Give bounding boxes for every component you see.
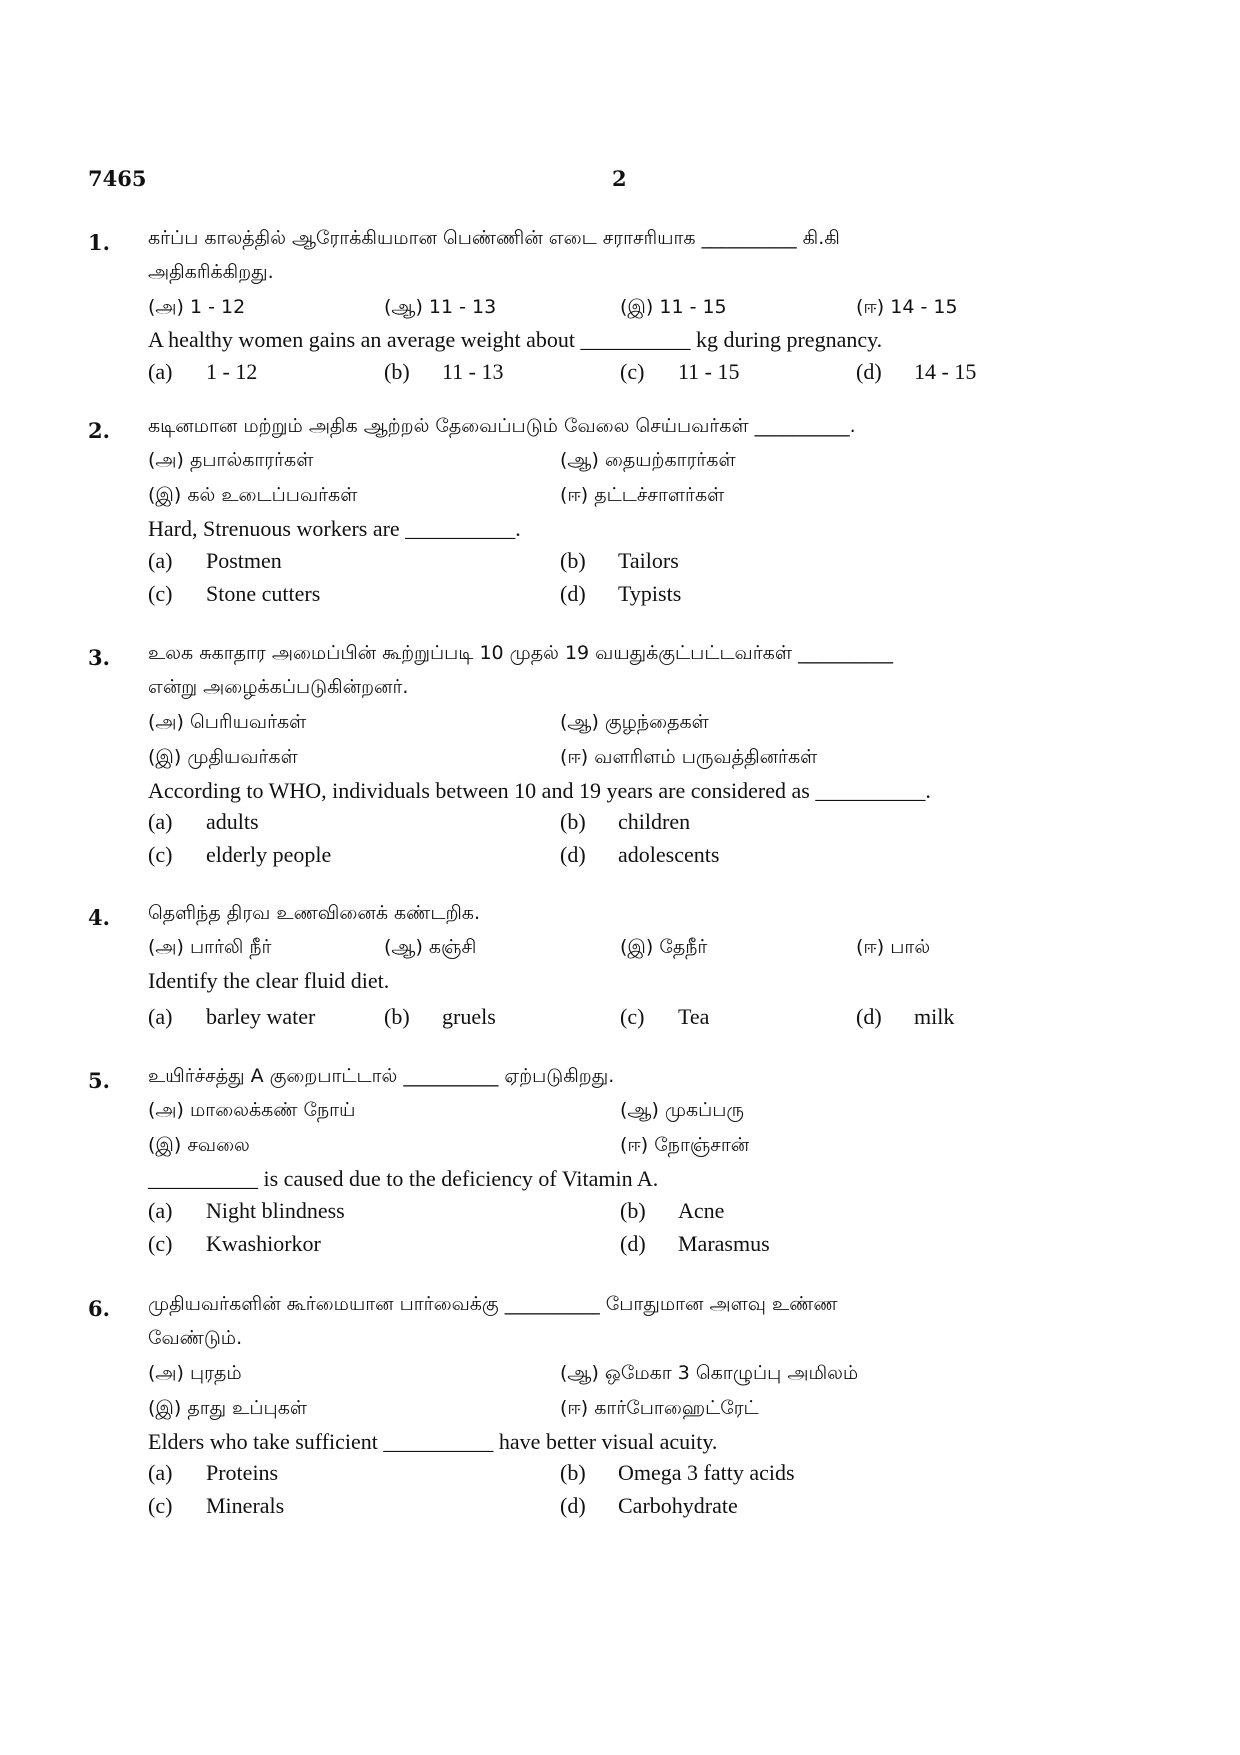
option-label: (ஈ) [620,1134,649,1156]
option-tamil-3 [148,1393,307,1423]
paper-code: 7465 [88,166,147,191]
option-label: (அ) [148,1099,184,1121]
question-english: Elders who take sufficient __________ have better visual acuity. [148,1429,718,1454]
option-text: barley water [206,1004,316,1029]
option-english-a [148,1002,315,1032]
question-number: 3. [88,645,110,670]
option-label: (d) [620,1231,646,1256]
option-english-d [560,1491,738,1521]
option-text: children [618,809,691,834]
option-tamil-4 [560,480,724,510]
option-label: (இ) [148,1134,182,1156]
option-text: Kwashiorkor [206,1231,321,1256]
option-text: Omega 3 fatty acids [618,1460,795,1485]
option-text: தாது உப்புகள் [187,1397,307,1419]
option-label: (c) [148,1493,173,1518]
option-label: (ஈ) [856,296,885,318]
question-tamil-line-2: என்று அழைக்கப்படுகின்றனர். [148,676,409,698]
option-text: முதியவர்கள் [187,746,298,768]
option-english-c [148,579,320,609]
question-number: 1. [88,230,110,255]
option-tamil-2 [560,445,736,475]
option-label: (இ) [148,1397,182,1419]
option-label: (d) [856,1004,882,1029]
option-text: Minerals [206,1493,285,1518]
page-number: 2 [612,166,627,191]
option-tamil-3 [148,480,357,510]
option-tamil-4 [856,932,930,962]
option-text: முகப்பரு [664,1099,745,1121]
option-label: (ஈ) [856,936,885,958]
option-label: (அ) [148,1362,184,1384]
option-text: ஒமேகா 3 கொழுப்பு அமிலம் [604,1362,859,1384]
option-text: தேநீர் [659,936,708,958]
option-english-b [560,1458,795,1488]
option-text: Tailors [618,548,679,573]
option-text: 11 - 15 [678,359,740,384]
option-tamil-2 [620,1095,744,1125]
option-label: (d) [560,1493,586,1518]
option-english-a [148,546,282,576]
option-text: Proteins [206,1460,279,1485]
option-text: adolescents [618,842,720,867]
option-tamil-4 [560,742,817,772]
option-english-b [384,1002,496,1032]
question-tamil-line-1: கர்ப்ப காலத்தில் ஆரோக்கியமான பெண்ணின் எடை சராசரியாக __________ கி.கி [148,227,840,249]
option-label: (ஆ) [620,1099,659,1121]
option-text: குழந்தைகள் [604,711,709,733]
option-text: சவலை [187,1134,250,1156]
option-english-c [620,357,740,387]
option-text: மாலைக்கண் நோய் [190,1099,356,1121]
question-number: 2. [88,418,110,443]
option-english-a [148,1196,345,1226]
option-text: நோஞ்சான் [654,1134,750,1156]
option-label: (c) [148,581,173,606]
option-label: (b) [384,359,410,384]
question-tamil-line-1: முதியவர்களின் கூர்மையான பார்வைக்கு __________ போதுமான அளவு உண்ண [148,1293,838,1315]
option-text: 11 - 15 [659,296,727,318]
option-label: (அ) [148,936,184,958]
option-tamil-1 [148,292,245,322]
option-tamil-2 [384,932,476,962]
option-tamil-1 [148,1358,242,1388]
option-english-d [560,579,681,609]
option-text: Carbohydrate [618,1493,738,1518]
question-tamil-line-2: வேண்டும். [148,1327,243,1349]
option-text: gruels [442,1004,496,1029]
option-english-a [148,1458,278,1488]
option-label: (இ) [148,746,182,768]
question-tamil-line-1: கடினமான மற்றும் அதிக ஆற்றல் தேவைப்படும் வேலை செய்பவர்கள் __________. [148,415,856,437]
option-tamil-4 [856,292,958,322]
option-label: (b) [560,548,586,573]
option-label: (c) [148,842,173,867]
question-number: 5. [88,1068,110,1093]
option-text: Postmen [206,548,282,573]
option-label: (a) [148,1460,173,1485]
option-text: பெரியவர்கள் [190,711,307,733]
option-tamil-1 [148,932,271,962]
option-label: (b) [620,1198,646,1223]
option-tamil-3 [620,292,727,322]
option-text: 11 - 13 [428,296,497,318]
option-text: கஞ்சி [428,936,477,958]
question-english: According to WHO, individuals between 10 and 19 years are considered as __________. [148,778,931,803]
option-text: கல் உடைப்பவர்கள் [187,484,358,506]
option-text: Night blindness [206,1198,345,1223]
question-number: 4. [88,905,110,930]
option-text: milk [914,1004,955,1029]
option-label: (இ) [620,936,654,958]
option-label: (ஆ) [384,296,423,318]
option-label: (d) [560,581,586,606]
option-english-d [620,1229,770,1259]
option-english-b [620,1196,724,1226]
option-label: (a) [148,1004,173,1029]
question-tamil-line-1: உலக சுகாதார அமைப்பின் கூற்றுப்படி 10 முதல் 19 வயதுக்குட்பட்டவர்கள் __________ [148,642,894,664]
option-text: 1 - 12 [206,359,258,384]
option-label: (b) [384,1004,410,1029]
option-label: (c) [620,1004,645,1029]
option-text: தையற்காரர்கள் [604,449,736,471]
option-text: பால் [890,936,931,958]
option-text: Acne [678,1198,725,1223]
option-english-a [148,807,259,837]
option-english-d [560,840,719,870]
question-english: Hard, Strenuous workers are __________. [148,516,521,541]
option-english-c [620,1002,709,1032]
option-tamil-2 [560,1358,858,1388]
option-label: (ஈ) [560,746,589,768]
option-text: பார்லி நீர் [190,936,272,958]
option-tamil-1 [148,1095,355,1125]
option-english-c [148,840,331,870]
option-tamil-1 [148,707,306,737]
option-english-d [856,1002,954,1032]
option-text: தபால்காரர்கள் [190,449,314,471]
option-english-a [148,357,257,387]
option-label: (ஈ) [560,484,589,506]
option-label: (a) [148,359,173,384]
option-text: adults [206,809,259,834]
option-label: (ஆ) [384,936,423,958]
question-english: Identify the clear fluid diet. [148,968,390,993]
option-label: (அ) [148,449,184,471]
option-label: (d) [856,359,882,384]
question-tamil-line-1: உயிர்ச்சத்து A குறைபாட்டால் __________ ஏற்படுகிறது. [148,1065,615,1087]
option-tamil-3 [620,932,707,962]
option-text: Stone cutters [206,581,321,606]
option-label: (b) [560,1460,586,1485]
option-label: (a) [148,548,173,573]
option-label: (ஆ) [560,711,599,733]
option-text: Typists [618,581,682,606]
option-label: (a) [148,1198,173,1223]
option-english-c [148,1229,321,1259]
question-tamil-line-2: அதிகரிக்கிறது. [148,261,274,283]
option-text: 1 - 12 [190,296,246,318]
question-english: A healthy women gains an average weight about __________ kg during pregnancy. [148,327,883,352]
option-text: தட்டச்சாளர்கள் [594,484,725,506]
option-text: elderly people [206,842,332,867]
option-english-c [148,1491,284,1521]
option-text: வளரிளம் பருவத்தினர்கள் [594,746,818,768]
option-text: Marasmus [678,1231,770,1256]
option-label: (இ) [620,296,654,318]
option-label: (ஆ) [560,449,599,471]
option-tamil-4 [560,1393,759,1423]
option-text: 14 - 15 [890,296,958,318]
option-text: புரதம் [190,1362,242,1384]
option-english-d [856,357,976,387]
option-label: (ஈ) [560,1397,589,1419]
option-tamil-2 [560,707,709,737]
option-label: (d) [560,842,586,867]
question-number: 6. [88,1296,110,1321]
option-label: (அ) [148,296,184,318]
option-label: (b) [560,809,586,834]
option-label: (அ) [148,711,184,733]
option-tamil-2 [384,292,496,322]
option-tamil-3 [148,742,298,772]
option-label: (இ) [148,484,182,506]
option-label: (c) [620,359,645,384]
option-label: (c) [148,1231,173,1256]
question-tamil-line-1: தெளிந்த திரவ உணவினைக் கண்டறிக. [148,902,480,924]
option-text: 14 - 15 [914,359,977,384]
option-english-b [384,357,504,387]
option-tamil-3 [148,1130,250,1160]
option-english-b [560,546,679,576]
option-label: (a) [148,809,173,834]
question-english: __________ is caused due to the deficiency of Vitamin A. [148,1166,659,1191]
option-text: 11 - 13 [442,359,504,384]
option-english-b [560,807,690,837]
option-label: (ஆ) [560,1362,599,1384]
option-tamil-4 [620,1130,749,1160]
option-text: Tea [678,1004,710,1029]
option-text: கார்போஹைட்ரேட் [594,1397,759,1419]
option-tamil-1 [148,445,313,475]
